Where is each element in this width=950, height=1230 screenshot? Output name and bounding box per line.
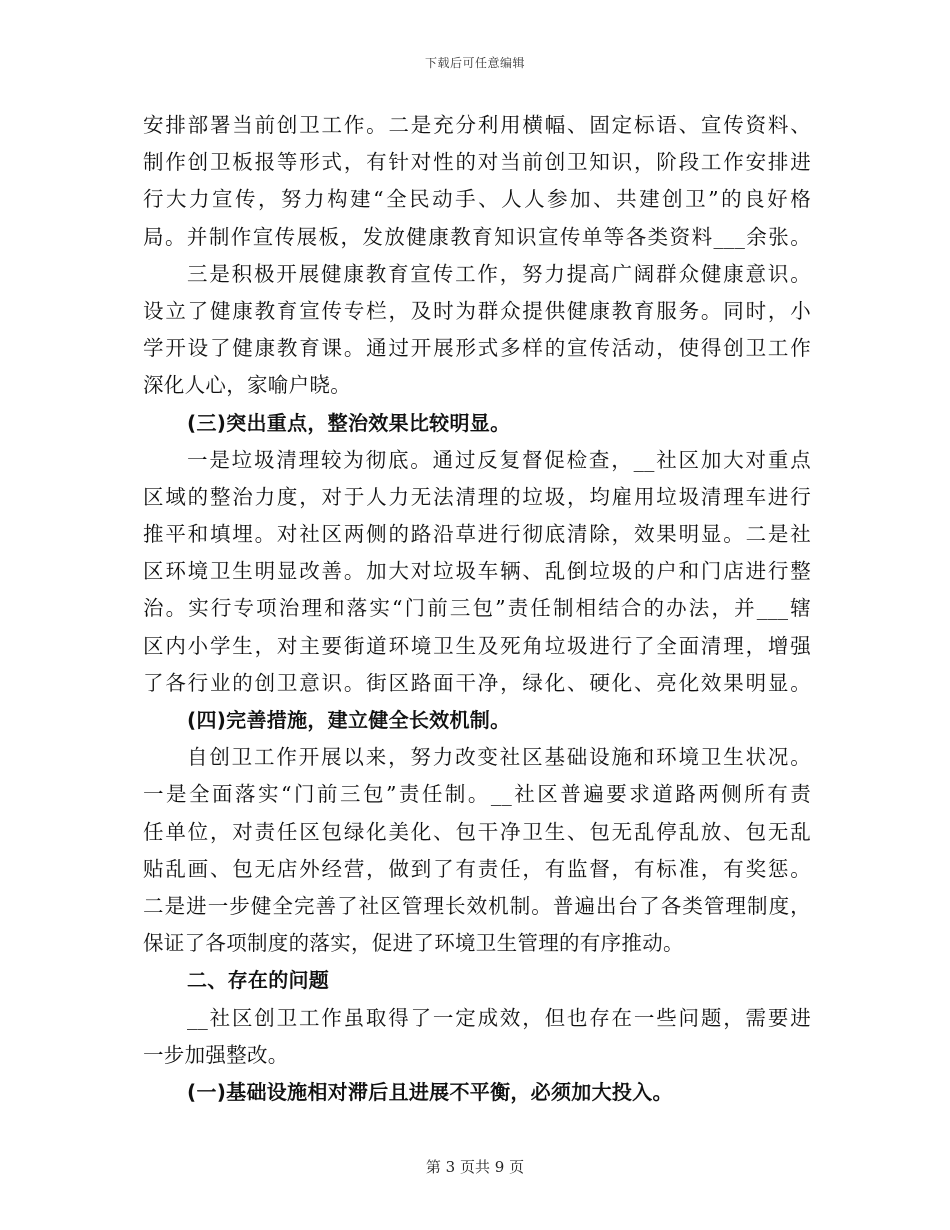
paragraph-line: 区内小学生，对主要街道环境卫生及死角垃圾进行了全面清理，增强 [143,633,811,658]
paragraph-line: 一是垃圾清理较为彻底。通过反复督促检查，__社区加大对重点 [187,447,811,472]
paragraph-line: 二是进一步健全完善了社区管理长效机制。普遍出台了各类管理制度， [143,893,811,918]
paragraph-line: 推平和填埋。对社区两侧的路沿草进行彻底清除，效果明显。二是社 [143,522,811,547]
paragraph-line: 区域的整治力度，对于人力无法清理的垃圾，均雇用垃圾清理车进行 [143,484,811,509]
paragraph-line: 深化人心，家喻户晓。 [143,373,351,398]
page-footer: 第 3 页共 9 页 [425,1158,525,1176]
paragraph-line: 区环境卫生明显改善。加大对垃圾车辆、乱倒垃圾的户和门店进行整 [143,559,811,584]
section-heading: (一)基础设施相对滞后且进展不平衡，必须加大投入。 [187,1079,673,1104]
paragraph-line: 贴乱画、包无店外经营，做到了有责任，有监督，有标准，有奖惩。 [143,856,811,881]
paragraph-line: 治。实行专项治理和落实“门前三包”责任制相结合的办法，并___辖 [143,596,811,621]
paragraph-line: 局。并制作宣传展板，发放健康教育知识宣传单等各类资料___余张。 [143,224,811,249]
paragraph-line: 任单位，对责任区包绿化美化、包干净卫生、包无乱停乱放、包无乱 [143,819,811,844]
document-body [143,107,811,1111]
paragraph-line: 了各行业的创卫意识。街区路面干净，绿化、硬化、亮化效果明显。 [143,670,811,695]
paragraph-line: 行大力宣传，努力构建“全民动手、人人参加、共建创卫”的良好格 [143,187,811,212]
paragraph-line: 保证了各项制度的落实，促进了环境卫生管理的有序推动。 [143,931,684,956]
paragraph-line: 安排部署当前创卫工作。二是充分利用横幅、固定标语、宣传资料、 [143,113,811,137]
section-heading: (四)完善措施，建立健全长效机制。 [187,708,511,732]
paragraph-line: 三是积极开展健康教育宣传工作，努力提高广阔群众健康意识。 [187,261,811,286]
paragraph-line: 学开设了健康教育课。通过开展形式多样的宣传活动，使得创卫工作 [143,336,811,361]
page-header: 下载后可任意编辑 [424,56,525,70]
section-heading: 二、存在的问题 [187,968,330,993]
section-heading: (三)突出重点，整治效果比较明显。 [187,410,511,435]
paragraph-line: 制作创卫板报等形式，有针对性的对当前创卫知识，阶段工作安排进 [143,150,811,175]
paragraph-line: __社区创卫工作虽取得了一定成效，但也存在一些问题，需要进 [187,1005,811,1030]
paragraph-line: 一步加强整改。 [143,1042,289,1067]
paragraph-line: 一是全面落实“门前三包”责任制。__社区普遍要求道路两侧所有责 [143,782,811,807]
paragraph-line: 设立了健康教育宣传专栏，及时为群众提供健康教育服务。同时，小 [143,298,811,323]
paragraph-line: 自创卫工作开展以来，努力改变社区基础设施和环境卫生状况。 [187,745,811,770]
